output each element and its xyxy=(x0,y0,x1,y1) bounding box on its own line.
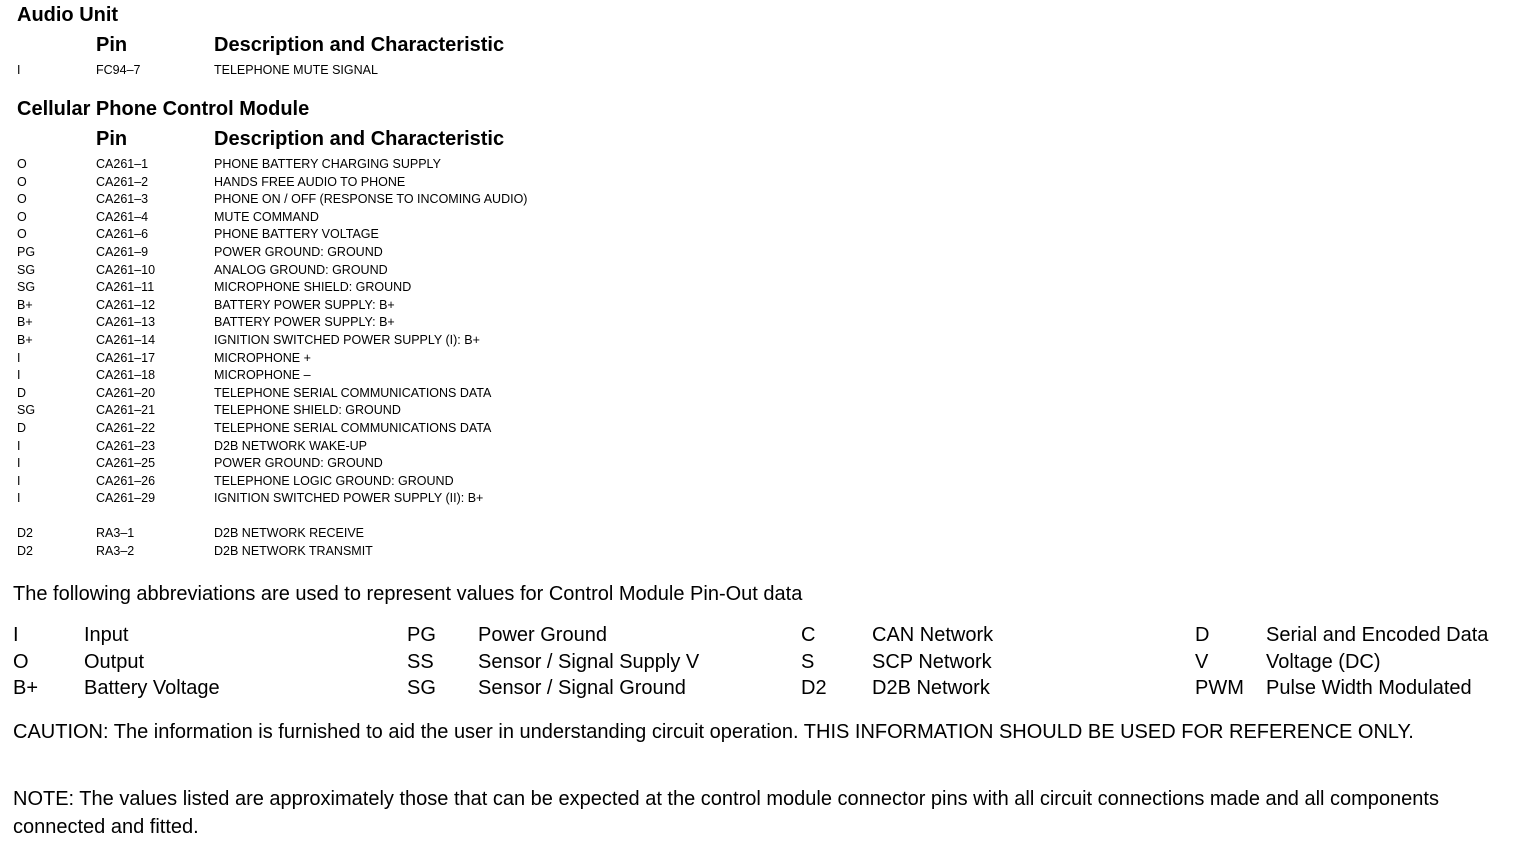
audio-unit-desc-header: Description and Characteristic xyxy=(214,34,505,56)
cellular-module-pin-header: Pin xyxy=(96,128,128,150)
table-row xyxy=(17,156,527,174)
pin-id: CA261–23 xyxy=(96,438,156,453)
abbreviation-key: PG xyxy=(407,624,436,646)
pin-type: D xyxy=(17,420,27,435)
abbreviation-row xyxy=(13,649,1488,676)
pin-id: CA261–2 xyxy=(96,174,149,189)
pin-type: I xyxy=(17,438,21,453)
pin-description: PHONE BATTERY VOLTAGE xyxy=(214,227,379,242)
pin-id: CA261–22 xyxy=(96,420,156,435)
table-row xyxy=(17,543,527,561)
abbreviation-key: D xyxy=(1195,624,1210,646)
pin-description: PHONE ON / OFF (RESPONSE TO INCOMING AUDIO) xyxy=(214,192,528,207)
pin-id: FC94–7 xyxy=(96,63,141,77)
abbreviation-meaning: CAN Network xyxy=(872,624,994,646)
table-row xyxy=(17,367,527,385)
abbreviation-key: SG xyxy=(407,677,436,699)
pin-type: B+ xyxy=(17,315,33,330)
audio-unit-title: Audio Unit xyxy=(17,4,119,26)
pin-description: TELEPHONE MUTE SIGNAL xyxy=(214,63,378,77)
pin-type: B+ xyxy=(17,332,33,347)
abbreviations-legend xyxy=(13,622,1488,702)
table-row xyxy=(17,297,527,315)
audio-unit-table xyxy=(17,62,378,80)
pin-description: TELEPHONE LOGIC GROUND: GROUND xyxy=(214,473,454,488)
pin-description: IGNITION SWITCHED POWER SUPPLY (II): B+ xyxy=(214,491,484,506)
table-row xyxy=(17,455,527,473)
pin-description: POWER GROUND: GROUND xyxy=(214,456,383,471)
pin-type: PG xyxy=(17,244,36,259)
pin-description: D2B NETWORK TRANSMIT xyxy=(214,544,373,559)
pin-description: POWER GROUND: GROUND xyxy=(214,244,383,259)
pin-type: O xyxy=(17,157,27,171)
pin-id: RA3–1 xyxy=(96,526,135,541)
cellular-module-desc-header: Description and Characteristic xyxy=(214,128,505,150)
pin-description: TELEPHONE SHIELD: GROUND xyxy=(214,403,401,418)
pin-type: D2 xyxy=(17,544,33,559)
pin-id: CA261–21 xyxy=(96,403,156,418)
abbreviation-meaning: Sensor / Signal Ground xyxy=(478,677,686,699)
table-row xyxy=(17,438,527,456)
table-row xyxy=(17,209,527,227)
pin-description: BATTERY POWER SUPPLY: B+ xyxy=(214,315,395,330)
pin-description: D2B NETWORK WAKE-UP xyxy=(214,438,368,453)
note-text: NOTE: The values listed are approximately those that can be expected at the control module connector pins with all circuit connections made and all components connected and fitted. xyxy=(13,788,1439,838)
pin-description: MUTE COMMAND xyxy=(214,209,319,224)
pin-type: SG xyxy=(17,262,36,277)
pin-description: MICROPHONE SHIELD: GROUND xyxy=(214,280,412,295)
pin-type: I xyxy=(17,473,21,488)
table-row xyxy=(17,525,527,543)
table-row xyxy=(17,332,527,350)
pin-id: RA3–2 xyxy=(96,544,135,559)
pin-id: CA261–18 xyxy=(96,368,156,383)
pin-id: CA261–11 xyxy=(96,280,155,295)
abbreviation-meaning: Output xyxy=(84,650,145,673)
abbreviation-key: S xyxy=(801,650,815,673)
pin-description: PHONE BATTERY CHARGING SUPPLY xyxy=(214,157,441,171)
abbreviation-meaning: Pulse Width Modulated xyxy=(1266,677,1472,699)
abbreviation-key: V xyxy=(1195,650,1209,673)
abbreviation-row xyxy=(13,675,1488,702)
pin-type: I xyxy=(17,350,21,365)
pin-type: B+ xyxy=(17,297,33,312)
table-row xyxy=(17,62,378,80)
table-row xyxy=(17,244,527,262)
abbreviation-key: B+ xyxy=(13,677,39,699)
pin-type: I xyxy=(17,63,21,77)
table-row xyxy=(17,490,527,508)
pin-type: D2 xyxy=(17,526,33,541)
abbreviation-row xyxy=(13,622,1488,649)
pin-id: CA261–17 xyxy=(96,350,156,365)
abbreviation-key: I xyxy=(13,624,19,646)
pin-description: ANALOG GROUND: GROUND xyxy=(214,262,388,277)
pin-description: BATTERY POWER SUPPLY: B+ xyxy=(214,297,395,312)
pin-id: CA261–13 xyxy=(96,315,156,330)
pin-description: MICROPHONE – xyxy=(214,368,311,383)
pin-id: CA261–14 xyxy=(96,332,156,347)
abbreviation-key: D2 xyxy=(801,677,827,699)
table-row xyxy=(17,262,527,280)
pin-type: O xyxy=(17,192,27,207)
pin-id: CA261–12 xyxy=(96,297,156,312)
caution-text: CAUTION: The information is furnished to aid the user in understanding circuit operation. THIS INFORMATION SHOULD BE USED FOR REFERENCE ONLY. xyxy=(13,721,1414,743)
pin-type: O xyxy=(17,227,27,242)
table-row xyxy=(17,314,527,332)
pin-type: SG xyxy=(17,280,36,295)
abbreviation-meaning: Battery Voltage xyxy=(84,677,220,699)
pin-type: SG xyxy=(17,403,36,418)
pin-description: MICROPHONE + xyxy=(214,350,311,365)
abbreviation-key: SS xyxy=(407,650,434,673)
pin-id: CA261–6 xyxy=(96,227,149,242)
cellular-module-title: Cellular Phone Control Module xyxy=(17,98,310,120)
pin-type: I xyxy=(17,368,21,383)
table-spacer xyxy=(17,508,527,526)
pin-type: O xyxy=(17,209,27,224)
abbreviation-key: PWM xyxy=(1195,677,1244,699)
pin-type: I xyxy=(17,491,21,506)
abbreviation-meaning: Voltage (DC) xyxy=(1266,650,1381,673)
table-row xyxy=(17,473,527,491)
pin-description: HANDS FREE AUDIO TO PHONE xyxy=(214,174,406,189)
pin-id: CA261–3 xyxy=(96,192,149,207)
abbreviation-meaning: Input xyxy=(84,624,129,646)
table-row xyxy=(17,385,527,403)
table-row xyxy=(17,279,527,297)
abbreviation-meaning: SCP Network xyxy=(872,650,992,673)
audio-unit-pin-header: Pin xyxy=(96,34,128,56)
table-row xyxy=(17,191,527,209)
table-row xyxy=(17,402,527,420)
pin-description: TELEPHONE SERIAL COMMUNICATIONS DATA xyxy=(214,385,492,400)
pin-type: O xyxy=(17,174,27,189)
pin-id: CA261–1 xyxy=(96,157,149,171)
table-row xyxy=(17,420,527,438)
abbreviation-meaning: Power Ground xyxy=(478,624,607,646)
pin-id: CA261–20 xyxy=(96,385,156,400)
table-row xyxy=(17,226,527,244)
pin-description: IGNITION SWITCHED POWER SUPPLY (I): B+ xyxy=(214,332,480,347)
pin-description: D2B NETWORK RECEIVE xyxy=(214,526,365,541)
pin-id: CA261–29 xyxy=(96,491,156,506)
abbreviation-key: C xyxy=(801,624,816,646)
cellular-module-table xyxy=(17,156,527,561)
pin-id: CA261–10 xyxy=(96,262,156,277)
pin-description: TELEPHONE SERIAL COMMUNICATIONS DATA xyxy=(214,420,492,435)
abbreviations-intro: The following abbreviations are used to represent values for Control Module Pin-Out data xyxy=(13,583,803,605)
table-row xyxy=(17,174,527,192)
pin-id: CA261–9 xyxy=(96,244,149,259)
pin-id: CA261–25 xyxy=(96,456,156,471)
abbreviation-meaning: D2B Network xyxy=(872,677,990,699)
pin-type: D xyxy=(17,385,27,400)
pin-id: CA261–4 xyxy=(96,209,149,224)
abbreviation-key: O xyxy=(13,650,29,673)
abbreviation-meaning: Sensor / Signal Supply V xyxy=(478,650,700,673)
table-row xyxy=(17,350,527,368)
pin-type: I xyxy=(17,456,21,471)
abbreviation-meaning: Serial and Encoded Data xyxy=(1266,624,1489,646)
pin-id: CA261–26 xyxy=(96,473,156,488)
